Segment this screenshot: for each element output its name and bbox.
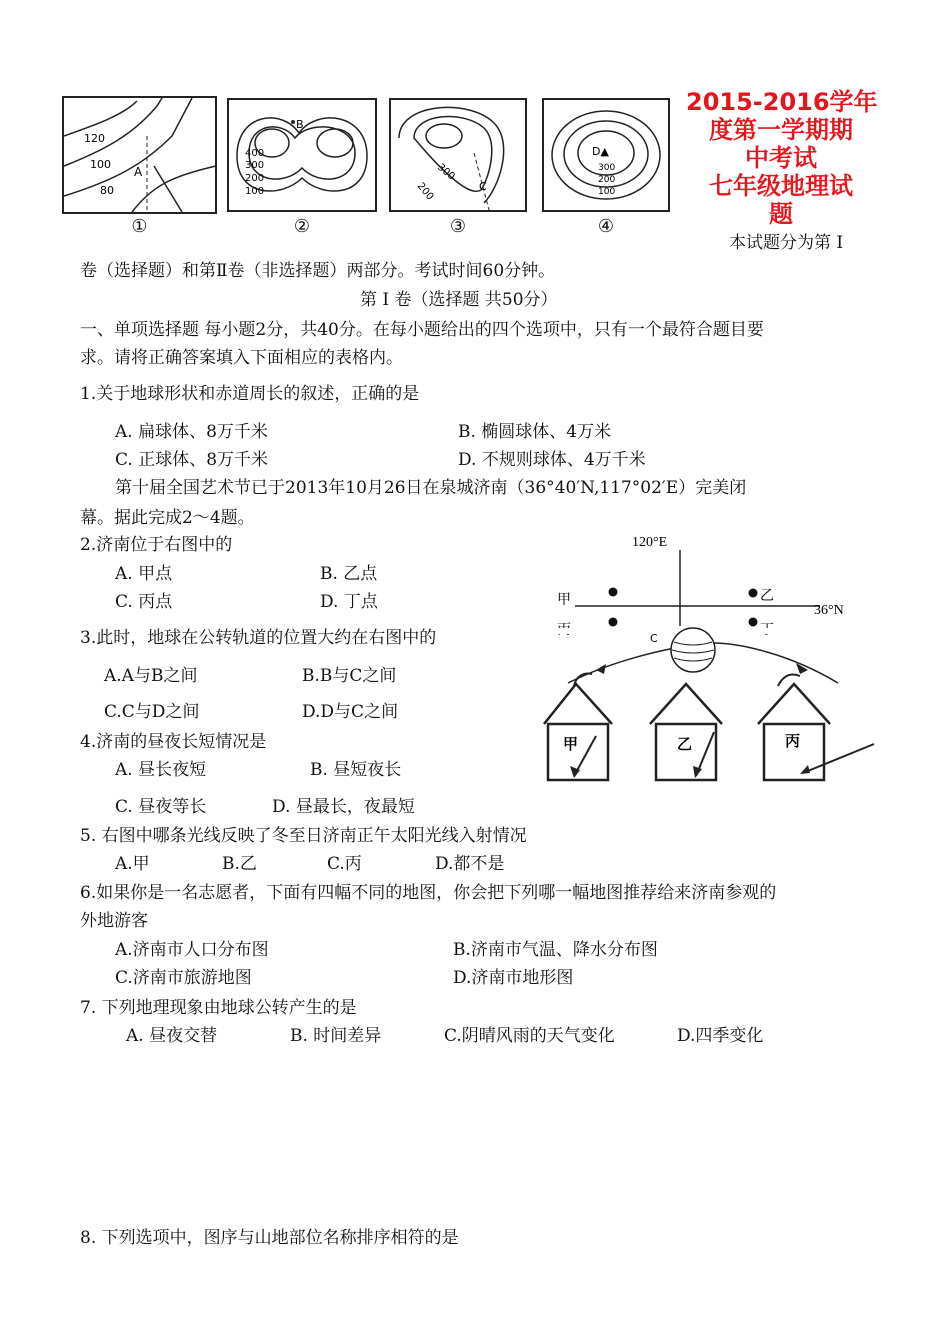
- point-yi-label: 乙: [760, 588, 774, 604]
- orbit-and-sunlight-figure: [538, 628, 878, 786]
- q2-option-b: B. 乙点: [320, 564, 378, 584]
- q6-option-b: B.济南市气温、降水分布图: [453, 940, 658, 960]
- q3-option-b: B.B与C之间: [302, 666, 397, 686]
- map-caption: ②: [293, 216, 311, 237]
- q4-option-a: A. 昼长夜短: [115, 760, 207, 780]
- contour-map-3: [389, 98, 527, 237]
- svg-text:200: 200: [245, 173, 265, 184]
- lat-lon-figure: [550, 530, 870, 626]
- svg-text:400: 400: [245, 148, 265, 159]
- intro-line-2: 卷（选择题）和第Ⅱ卷（非选择题）两部分。考试时间60分钟。: [80, 261, 556, 281]
- q6-option-d: D.济南市地形图: [453, 968, 574, 988]
- svg-text:300: 300: [435, 161, 457, 183]
- question-7-stem: 7. 下列地理现象由地球公转产生的是: [80, 998, 357, 1018]
- question-6-stem: 外地游客: [80, 911, 148, 931]
- question-4-stem: 4.济南的昼夜长短情况是: [80, 732, 267, 752]
- svg-text:300: 300: [245, 160, 265, 171]
- map-caption: ③: [449, 216, 467, 237]
- longitude-label: 120°E: [632, 535, 668, 550]
- house-yi-label: 乙: [677, 735, 693, 753]
- q6-option-c: C.济南市旅游地图: [115, 968, 252, 988]
- svg-text:B: B: [296, 118, 304, 131]
- q5-option-d: D.都不是: [435, 854, 505, 874]
- house-jia-label: 甲: [563, 735, 579, 753]
- map-caption: ④: [597, 216, 615, 237]
- question-5-stem: 5. 右图中哪条光线反映了冬至日济南正午太阳光线入射情况: [80, 826, 527, 846]
- material-text: 第十届全国艺术节已于2013年10月26日在泉城济南（36°40′N,117°02′E）完美闭: [115, 478, 747, 498]
- q5-option-a: A.甲: [115, 854, 150, 874]
- title-line: 题: [769, 200, 793, 228]
- svg-text:300: 300: [598, 163, 616, 173]
- point-label: A: [134, 165, 143, 179]
- svg-text:100: 100: [598, 187, 616, 197]
- contour-label: 100: [90, 158, 111, 171]
- part1-instructions: 求。请将正确答案填入下面相应的表格内。: [80, 348, 403, 368]
- title-line: 七年级地理试: [709, 172, 853, 200]
- question-1-stem: 1.关于地球形状和赤道周长的叙述，正确的是: [80, 384, 420, 404]
- q4-option-d: D. 昼最长，夜最短: [272, 797, 415, 817]
- q3-option-d: D.D与C之间: [302, 702, 399, 722]
- material-text: 幕。据此完成2～4题。: [80, 508, 255, 528]
- section-title: 第 I 卷（选择题 共50分）: [360, 290, 558, 310]
- title-line: 2015-2016学年: [686, 88, 878, 116]
- contour-map-4: [542, 98, 670, 237]
- question-8-stem: 8. 下列选项中，图序与山地部位名称排序相符的是: [80, 1228, 459, 1248]
- q6-option-a: A.济南市人口分布图: [115, 940, 269, 960]
- q1-option-a: A. 扁球体、8万千米: [115, 422, 268, 442]
- svg-text:200: 200: [598, 175, 616, 185]
- title-line: 中考试: [745, 144, 817, 172]
- q7-option-b: B. 时间差异: [290, 1026, 382, 1046]
- contour-map-2: [227, 98, 377, 237]
- svg-text:C: C: [479, 180, 487, 193]
- q2-option-a: A. 甲点: [115, 564, 173, 584]
- q7-option-a: A. 昼夜交替: [126, 1026, 218, 1046]
- q3-option-a: A.A与B之间: [104, 666, 198, 686]
- house-bing-label: 丙: [785, 732, 801, 750]
- q4-option-c: C. 昼夜等长: [115, 797, 207, 817]
- q5-option-c: C.丙: [327, 854, 362, 874]
- title-line: 度第一学期期: [709, 116, 853, 144]
- q3-option-c: C.C与D之间: [104, 702, 200, 722]
- q2-option-d: D. 丁点: [320, 592, 378, 612]
- map-caption: ①: [131, 216, 148, 237]
- point-jia-label: 甲: [557, 592, 571, 608]
- contour-label: 120: [84, 132, 105, 145]
- intro-line-1: 本试题分为第 I: [729, 233, 844, 253]
- exam-title: [686, 88, 876, 228]
- svg-text:100: 100: [245, 186, 265, 197]
- contour-map-1: [62, 96, 217, 237]
- question-6-stem: 6.如果你是一名志愿者，下面有四幅不同的地图，你会把下列哪一幅地图推荐给来济南参观的: [80, 883, 777, 903]
- q1-option-c: C. 正球体、8万千米: [115, 450, 269, 470]
- question-3-stem: 3.此时，地球在公转轨道的位置大约在右图中的: [80, 628, 437, 648]
- q4-option-b: B. 昼短夜长: [310, 760, 402, 780]
- question-2-stem: 2.济南位于右图中的: [80, 535, 233, 555]
- q5-option-b: B.乙: [222, 854, 257, 874]
- svg-text:D▲: D▲: [592, 145, 609, 158]
- q2-option-c: C. 丙点: [115, 592, 173, 612]
- latitude-label: 36°N: [814, 603, 844, 618]
- svg-text:200: 200: [414, 180, 436, 203]
- q1-option-d: D. 不规则球体、4万千米: [458, 450, 646, 470]
- q7-option-d: D.四季变化: [677, 1026, 764, 1046]
- part1-instructions: 一、单项选择题 每小题2分，共40分。在每小题给出的四个选项中，只有一个最符合题目要: [80, 320, 764, 340]
- q1-option-b: B. 椭圆球体、4万米: [458, 422, 612, 442]
- contour-label: 80: [100, 184, 114, 197]
- q7-option-c: C.阴晴风雨的天气变化: [444, 1026, 615, 1046]
- orbit-point-c: C: [650, 632, 658, 645]
